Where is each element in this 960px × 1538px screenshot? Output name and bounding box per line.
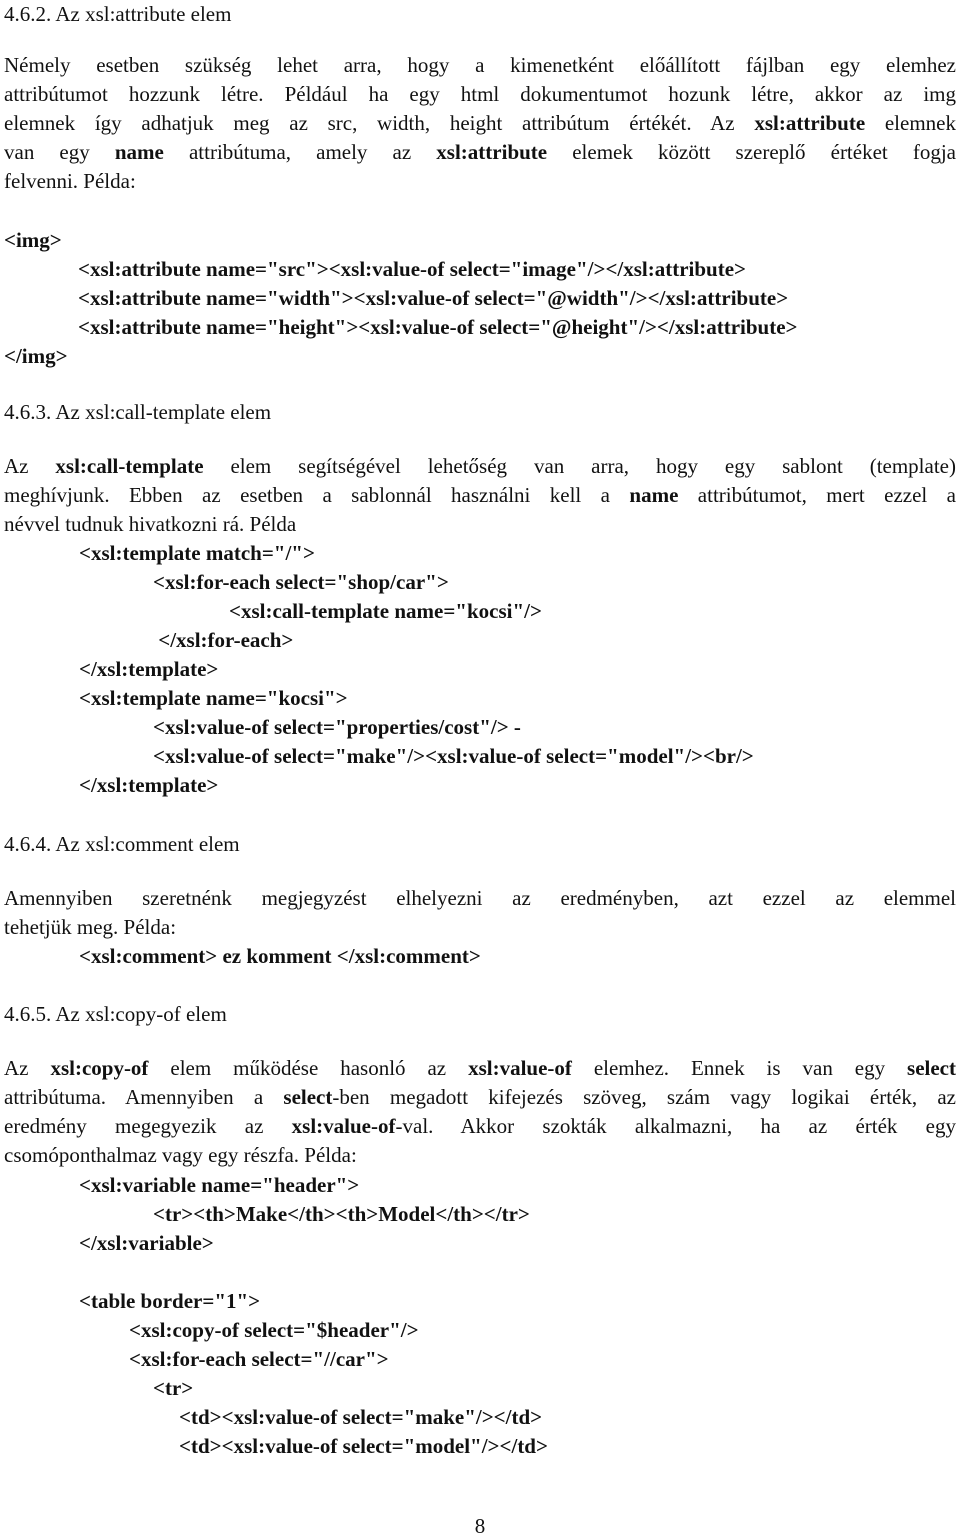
- code-block-4-6-4: [79, 942, 481, 971]
- code-line: <td><xsl:value-of select="make"/></td>: [179, 1405, 543, 1429]
- code-line: [79, 1258, 548, 1287]
- code-line: </xsl:variable>: [79, 1231, 214, 1255]
- paragraph-line: attribútumot hozzunk létre. Például ha egy html dokumentumot hozunk létre, akkor az img: [4, 82, 956, 106]
- code-line: </xsl:template>: [79, 773, 219, 797]
- paragraph-line: van egy name attribútuma, amely az xsl:attribute elemek között szereplő értéket fogja: [4, 140, 956, 164]
- bold-term: select: [907, 1056, 956, 1080]
- code-line: <xsl:template match="/">: [79, 541, 315, 565]
- paragraph-4-6-3: [4, 452, 956, 539]
- code-line: </img>: [4, 344, 68, 368]
- bold-term: xsl:call-template: [55, 454, 204, 478]
- bold-term: name: [629, 483, 679, 507]
- code-line: </xsl:for-each>: [153, 628, 294, 652]
- paragraph-line: Az xsl:copy-of elem működése hasonló az xsl:value-of elemhez. Ennek is van egy select: [4, 1056, 956, 1080]
- code-line: <xsl:comment> ez komment </xsl:comment>: [79, 944, 481, 968]
- paragraph-line: attribútuma. Amennyiben a select-ben megadott kifejezés szöveg, szám vagy logikai érték, az: [4, 1085, 956, 1109]
- paragraph-line: eredmény megegyezik az xsl:value-of-val. Akkor szokták alkalmazni, ha az érték egy: [4, 1114, 956, 1138]
- paragraph-line: elemnek így adhatjuk meg az src, width, height attribútum értékét. Az xsl:attribute elemnek: [4, 111, 956, 135]
- bold-term: select: [283, 1085, 333, 1109]
- code-line: <xsl:for-each select="//car">: [129, 1347, 389, 1371]
- bold-term: xsl:value-of: [468, 1056, 572, 1080]
- code-line: <xsl:variable name="header">: [79, 1173, 360, 1197]
- paragraph-line: felvenni. Példa:: [4, 169, 136, 193]
- code-block-4-6-3: [79, 539, 754, 800]
- code-line: <tr><th>Make</th><th>Model</th></tr>: [153, 1202, 530, 1226]
- section-heading-4-6-3: 4.6.3. Az xsl:call-template elem: [4, 400, 272, 424]
- paragraph-line: Az xsl:call-template elem segítségével lehetőség van arra, hogy egy sablont (template): [4, 454, 956, 478]
- code-line: <xsl:copy-of select="$header"/>: [129, 1318, 419, 1342]
- bold-term: xsl:copy-of: [50, 1056, 149, 1080]
- paragraph-line: Amennyiben szeretnénk megjegyzést elhelyezni az eredményben, azt ezzel az elemmel: [4, 886, 956, 910]
- code-line: <img>: [4, 228, 62, 252]
- bold-term: name: [114, 140, 164, 164]
- bold-term: xsl:value-of: [291, 1114, 396, 1138]
- paragraph-line: névvel tudnuk hivatkozni rá. Példa: [4, 512, 297, 536]
- code-block-4-6-5: [79, 1171, 548, 1461]
- paragraph-line: csomóponthalmaz vagy egy részfa. Példa:: [4, 1143, 357, 1167]
- paragraph-4-6-4: [4, 884, 956, 942]
- code-line: <tr>: [153, 1376, 194, 1400]
- code-block-4-6-2: [4, 226, 798, 371]
- code-line: <table border="1">: [79, 1289, 261, 1313]
- bold-term: xsl:attribute: [754, 111, 866, 135]
- code-line: <xsl:attribute name="width"><xsl:value-of select="@width"/></xsl:attribute>: [78, 286, 789, 310]
- section-heading-4-6-5: 4.6.5. Az xsl:copy-of elem: [4, 1002, 227, 1026]
- code-line: <xsl:template name="kocsi">: [79, 686, 348, 710]
- paragraph-line: Némely esetben szükség lehet arra, hogy a kimenetként előállított fájlban egy elemhez: [4, 53, 956, 77]
- bold-term: xsl:attribute: [436, 140, 548, 164]
- section-heading-4-6-4: 4.6.4. Az xsl:comment elem: [4, 832, 240, 856]
- code-line: <xsl:attribute name="src"><xsl:value-of select="image"/></xsl:attribute>: [78, 257, 747, 281]
- paragraph-4-6-2: [4, 51, 956, 196]
- paragraph-4-6-5: [4, 1054, 956, 1170]
- code-line: <xsl:attribute name="height"><xsl:value-of select="@height"/></xsl:attribute>: [78, 315, 798, 339]
- paragraph-line: tehetjük meg. Példa:: [4, 915, 177, 939]
- page-number: 8: [474, 1514, 486, 1538]
- section-heading-4-6-2: 4.6.2. Az xsl:attribute elem: [4, 2, 232, 26]
- paragraph-line: meghívjunk. Ebben az esetben a sablonnál használni kell a name attribútumot, mert ezzel a: [4, 483, 956, 507]
- code-line: <td><xsl:value-of select="model"/></td>: [179, 1434, 548, 1458]
- code-line: <xsl:call-template name="kocsi"/>: [229, 599, 542, 623]
- code-line: </xsl:template>: [79, 657, 219, 681]
- code-line: <xsl:value-of select="properties/cost"/> -: [153, 715, 521, 739]
- code-line: <xsl:value-of select="make"/><xsl:value-of select="model"/><br/>: [153, 744, 754, 768]
- code-line: <xsl:for-each select="shop/car">: [153, 570, 449, 594]
